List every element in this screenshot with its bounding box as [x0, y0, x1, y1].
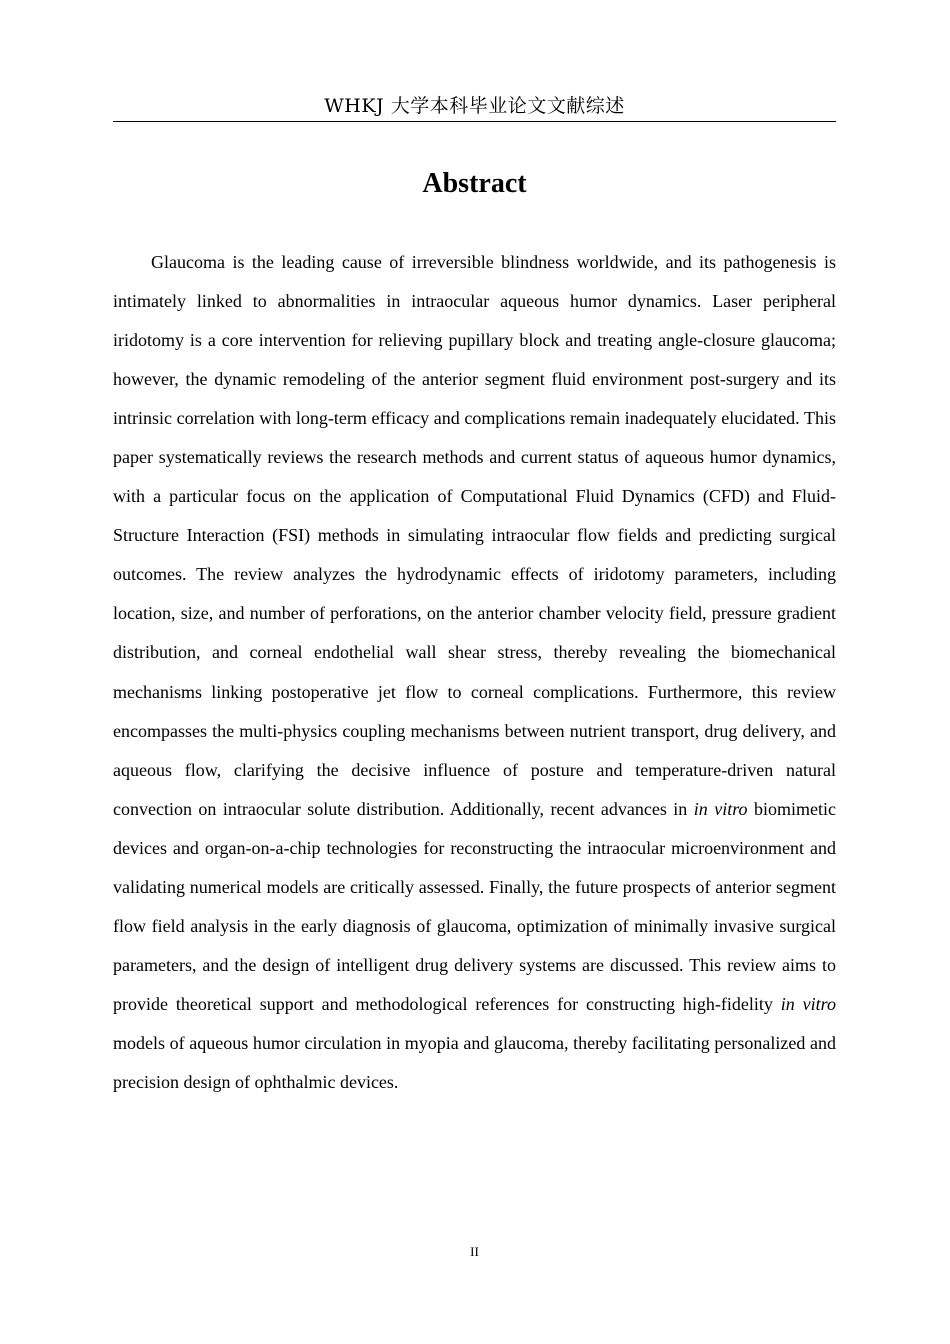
- header-title: WHKJ 大学本科毕业论文文献综述: [324, 95, 625, 117]
- section-title: Abstract: [422, 168, 527, 199]
- abstract-text-part1: Glaucoma is the leading cause of irreversible blindness worldwide, and its pathogenesis is intimately linked to abnormalities in intraocular aqueous humor dynamics. Laser peripheral iridotomy is a core intervention for relieving pupillary block and treating angle-closure glaucoma; however, the dynamic remodeling of the anterior segment fluid environment post-surgery and its intrinsic correlation with long-term efficacy and complications remain inadequately elucidated. This paper systematically reviews the research methods and current status of aqueous humor dynamics, with a particular focus on the application of Computational Fluid Dynamics (CFD) and Fluid-Structure Interaction (FSI) methods in simulating intraocular flow fields and predicting surgical outcomes. The review analyzes the hydrodynamic effects of iridotomy parameters, including location, size, and number of perforations, on the anterior chamber velocity field, pressure gradient distribution, and corneal endothelial wall shear stress, thereby revealing the biomechanical mechanisms linking postoperative jet flow to corneal complications. Furthermore, this review encompasses the multi-physics coupling mechanisms between nutrient transport, drug delivery, and aqueous flow, clarifying the decisive influence of posture and temperature-driven natural convection on intraocular solute distribution. Additionally, recent advances in: [113, 252, 836, 819]
- abstract-paragraph: [113, 243, 836, 1102]
- page-header: [113, 92, 836, 122]
- abstract-text-part3: models of aqueous humor circulation in myopia and glaucoma, thereby facilitating personalized and precision design of ophthalmic devices.: [113, 1032, 836, 1092]
- abstract-italic-term-1: in vitro: [693, 798, 748, 819]
- abstract-italic-term-2: in vitro: [780, 993, 836, 1014]
- abstract-text-part2: biomimetic devices and organ-on-a-chip technologies for reconstructing the intraocular microenvironment and validating numerical models are critically assessed. Finally, the future prospects of anterior segment flow field analysis in the early diagnosis of glaucoma, optimization of minimally invasive surgical parameters, and the design of intelligent drug delivery systems are discussed. This review aims to provide theoretical support and methodological references for constructing high-fidelity: [113, 798, 836, 1014]
- page-number: II: [470, 1244, 479, 1259]
